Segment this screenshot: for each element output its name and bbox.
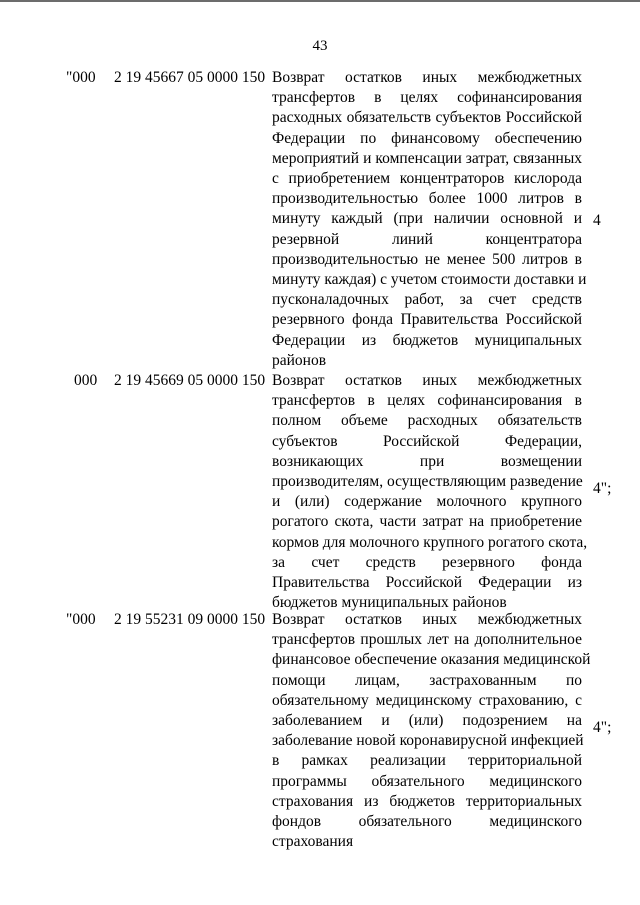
description-line: возникающих при возмещении (272, 452, 582, 470)
description-line: Возврат остатков иных межбюджетных (272, 372, 582, 389)
revenue-description (272, 371, 588, 613)
description-line: производительностью не менее 500 литров в (272, 250, 582, 268)
revenue-description (272, 68, 587, 371)
description-line: минуту каждый (при наличии основной и (272, 210, 582, 228)
norm-value: 4"; (593, 719, 612, 736)
description-line: расходных обязательств субъектов Российской (272, 109, 582, 127)
description-line: Правительства Российской Федерации из (272, 574, 582, 592)
description-line: трансфертов прошлых лет на дополнительное (272, 631, 582, 649)
description-line: рогатого скота, части затрат на приобретение (272, 513, 582, 531)
description-line: страхования (272, 833, 354, 851)
description-line: производителям, осуществляющим разведение (272, 473, 583, 491)
description-line: заболевание новой коронавирусной инфекцией (272, 732, 584, 750)
description-line: полном объеме расходных обязательств (272, 412, 582, 430)
description-line: мероприятий и компенсации затрат, связанных (272, 149, 582, 167)
revenue-description (272, 610, 591, 852)
description-line: страхования из бюджетов территориальных (272, 792, 582, 810)
description-line: с приобретением концентраторов кислорода (272, 170, 582, 188)
description-line: программы обязательного медицинского (272, 772, 582, 790)
kbk-admin-code: "000 (66, 69, 96, 86)
description-line: за счет средств резервного фонда (272, 553, 582, 571)
description-line: Возврат остатков иных межбюджетных (272, 611, 582, 628)
kbk-code: 2 19 55231 09 0000 150 (114, 611, 266, 628)
description-line: финансовое обеспечение оказания медицинской (272, 651, 591, 669)
description-line: производительностью более 1000 литров в (272, 190, 582, 208)
description-line: Федерации из бюджетов муниципальных (272, 331, 582, 349)
description-line: резервного фонда Правительства Российской (272, 311, 582, 329)
description-line: и (или) содержание молочного крупного (272, 493, 582, 511)
norm-value: 4 (593, 212, 601, 229)
norm-value: 4"; (593, 480, 612, 497)
description-line: пусконаладочных работ, за счет средств (272, 291, 582, 309)
page-number: 43 (312, 38, 328, 54)
page-top-border (0, 0, 640, 2)
description-line: минуту каждая) с учетом стоимости доставки и (272, 271, 587, 289)
description-line: помощи лицам, застрахованным по (272, 671, 582, 689)
description-line: резервной линий концентратора (272, 230, 582, 248)
description-line: кормов для молочного крупного рогатого скота, (272, 533, 588, 551)
description-line: в рамках реализации территориальной (272, 752, 582, 770)
description-line: субъектов Российской Федерации, (272, 432, 582, 450)
description-line: Возврат остатков иных межбюджетных (272, 69, 582, 86)
kbk-admin-code: 000 (74, 372, 98, 389)
description-line: заболеванием и (или) подозрением на (272, 712, 582, 730)
description-line: бюджетов муниципальных районов (272, 594, 507, 612)
description-line: районов (272, 351, 327, 369)
kbk-code: 2 19 45667 05 0000 150 (114, 69, 266, 86)
description-line: трансфертов в целях софинансирования в (272, 392, 582, 410)
description-line: Федерации по финансовому обеспечению (272, 129, 582, 147)
description-line: фондов обязательного медицинского (272, 813, 582, 831)
description-line: обязательному медицинскому страхованию, с (272, 691, 582, 709)
kbk-admin-code: "000 (66, 611, 96, 628)
kbk-code: 2 19 45669 05 0000 150 (114, 372, 266, 389)
description-line: трансфертов в целях софинансирования (272, 89, 582, 107)
